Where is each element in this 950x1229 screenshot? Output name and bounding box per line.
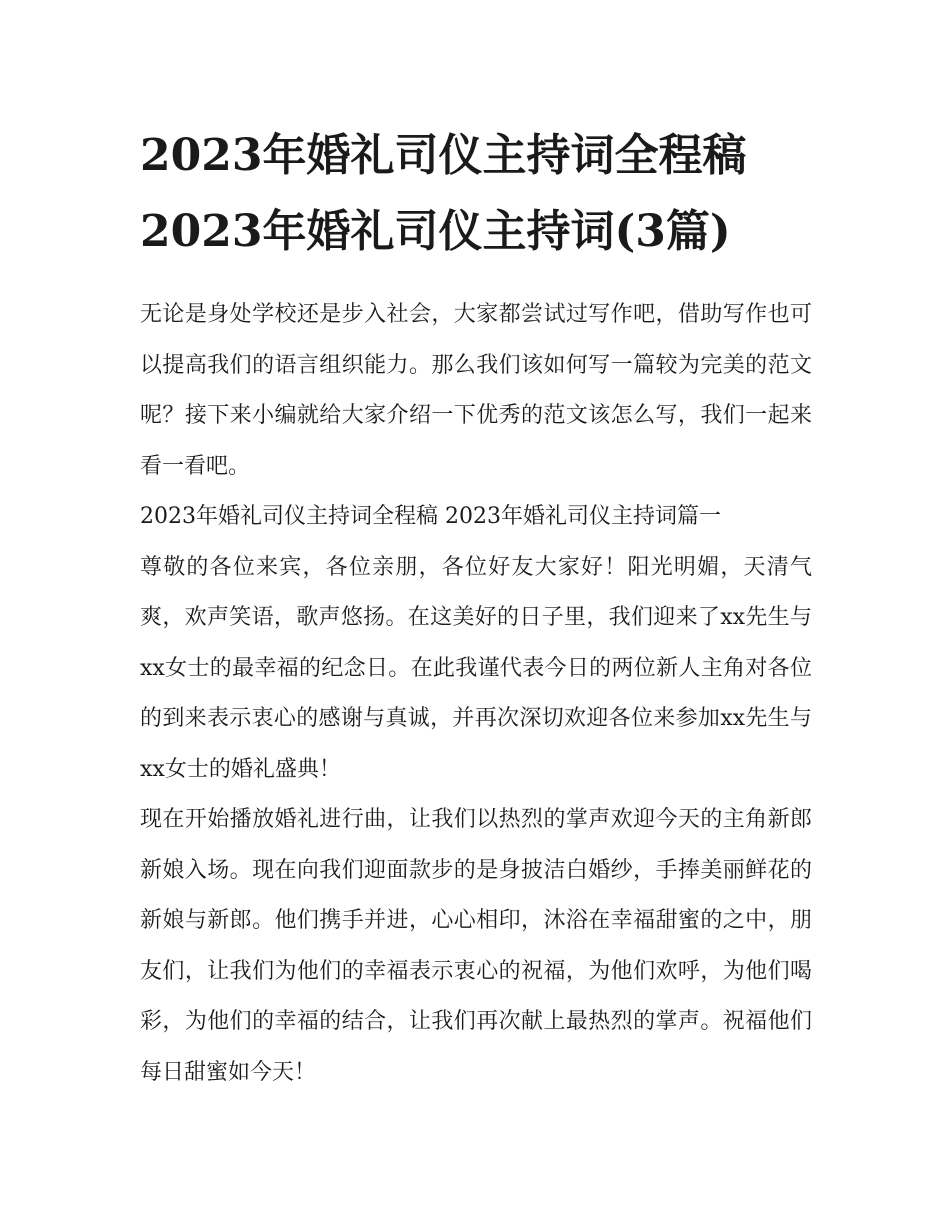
document-body: [140, 290, 812, 1098]
title-line-2: 2023年婚礼司仪主持词(3篇): [140, 206, 731, 257]
document-page: [140, 118, 812, 1098]
intro-paragraph: 无论是身处学校还是步入社会，大家都尝试过写作吧，借助写作也可以提高我们的语言组织能力。那么我们该如何写一篇较为完美的范文呢？接下来小编就给大家介绍一下优秀的范文该怎么写，我们一起来看一看吧。: [140, 302, 812, 479]
document-title: [140, 118, 812, 270]
section-heading: 2023年婚礼司仪主持词全程稿 2023年婚礼司仪主持词篇一: [140, 504, 721, 529]
entrance-paragraph: 现在开始播放婚礼进行曲，让我们以热烈的掌声欢迎今天的主角新郎新娘入场。现在向我们迎面款步的是身披洁白婚纱，手捧美丽鲜花的新娘与新郎。他们携手并进，心心相印，沐浴在幸福甜蜜的之中，朋友们，让我们为他们的幸福表示衷心的祝福，为他们欢呼，为他们喝彩，为他们的幸福的结合，让我们再次献上最热烈的掌声。祝福他们每日甜蜜如今天！: [140, 807, 812, 1085]
greeting-paragraph: 尊敬的各位来宾，各位亲朋，各位好友大家好！阳光明媚，天清气爽，欢声笑语，歌声悠扬。在这美好的日子里，我们迎来了xx先生与xx女士的最幸福的纪念日。在此我谨代表今日的两位新人主角对各位的到来表示衷心的感谢与真诚，并再次深切欢迎各位来参加xx先生与xx女士的婚礼盛典！: [140, 554, 812, 782]
title-line-1: 2023年婚礼司仪主持词全程稿: [140, 130, 747, 181]
